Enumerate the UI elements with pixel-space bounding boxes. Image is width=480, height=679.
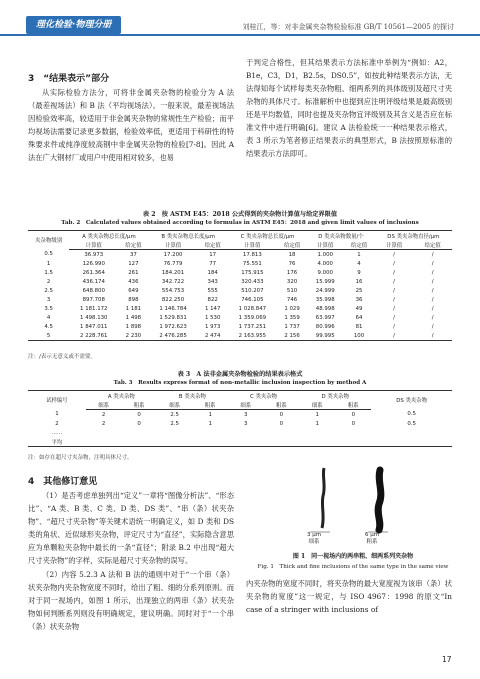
table-cell <box>335 437 371 447</box>
table-cell <box>371 437 452 447</box>
section-4-paragraph-2: （2）内容 5.2.3 A 法和 B 法的通则中对于“一个串（条）状夹杂物内夹杂物宽度不同时，给出了粗、细的分系列原则。而对于同一视场内，如图 1 所示，出现独立的两串（条）状夹杂物如何判断系列则没有明确规定，建议明确。同时对于“一个串（条）状夹杂物 <box>28 570 234 631</box>
table-cell: 184 <box>207 269 218 276</box>
table-cell <box>371 428 452 437</box>
table-cell: 2 474 <box>198 331 228 341</box>
table-cell: 18 <box>288 251 296 258</box>
table-cell: 1 972.623 <box>159 323 187 330</box>
table-cell: 1.000 <box>317 251 333 258</box>
table-2-caption-cn: 表 2 按 ASTM E45：2018 公式得到的夹杂物计算值与给定界限值 <box>142 211 338 218</box>
table-cell: 100 <box>343 331 374 341</box>
table-2-body <box>28 250 452 341</box>
table-cell <box>228 437 264 447</box>
table-cell: 343 <box>207 278 218 285</box>
table-cell: 555 <box>207 287 218 294</box>
table-3-body <box>28 410 452 447</box>
table-cell: 3.5 <box>44 305 53 312</box>
table-3-subheader: 细系 <box>86 400 122 410</box>
table-cell: 320 <box>286 278 298 285</box>
table-3-subheader: 粗系 <box>192 400 228 410</box>
table-cell: 1 498 <box>125 314 142 321</box>
table-cell: 0 <box>137 411 141 418</box>
table-cell: 76 <box>288 260 296 267</box>
table-cell: 0 <box>351 420 356 427</box>
figure-1-caption-en: Fig. 1 Thick and fine inclusions of the same type in the same view <box>257 564 449 570</box>
table-2-subheader: 计算值 <box>149 240 198 250</box>
table-row <box>28 322 452 331</box>
table-cell: 898 <box>128 296 139 303</box>
table-3-subheader: 粗系 <box>121 400 157 410</box>
table-cell: 24.999 <box>315 287 335 294</box>
table-2-subheader: 计算值 <box>375 240 414 250</box>
table-cell: 2 <box>101 420 106 427</box>
table-cell: / <box>431 287 434 294</box>
table-cell: 1 <box>55 411 59 418</box>
table-cell: 3 <box>244 411 248 418</box>
table-2-subheader: 计算值 <box>228 240 277 250</box>
table-cell <box>228 428 264 437</box>
table-cell: 1 359 <box>284 314 300 321</box>
table-row <box>28 419 452 428</box>
table-cell: …… <box>51 429 63 436</box>
table-cell: 1 <box>208 411 212 418</box>
header-rule <box>0 34 480 36</box>
table-cell: 4.5 <box>44 323 53 330</box>
table-cell: 2 <box>46 278 51 285</box>
right-column-paragraph: 于判定合格性，但其结果表示方法标准中举例为“例如：A2，B1e，C3，D1，B2.5s，DS0.5”，如按此种结果表示方法，无法得知每个试样每类夹杂物粗、细两系列的具体级别及超尺寸夹杂物的具体尺寸。标准解析中也提到应注明评级结果是最高级别还是平均数值，同时也提及夹杂物宜评级别及其含义是否应在标准文件中进行明确[6]。建议 A 法检验统一一种结果表示格式，表 3 所示为笔者修正结果表示的典型形式，B 法按照原标准的结果表示方法即可。 <box>246 58 452 158</box>
table-3-subheader: 细系 <box>228 400 264 410</box>
table-cell: 99.995 <box>307 331 343 341</box>
table-cell: 1.5 <box>44 269 53 276</box>
table-cell: / <box>431 305 434 312</box>
table-2-subheader: 给定值 <box>343 240 374 250</box>
page-header <box>0 0 480 46</box>
table-cell: / <box>393 251 395 258</box>
table-2-header-d: D 类夹杂物数量/个 <box>307 231 375 241</box>
table-cell: 0 <box>351 411 356 418</box>
table-cell: 17.813 <box>242 251 262 258</box>
table-cell: 1 359.069 <box>238 314 267 321</box>
table-2 <box>28 230 452 341</box>
table-3-note: 注：如存在超尺寸夹杂物，注明具体尺寸。 <box>28 455 133 461</box>
table-cell: 2 228.761 <box>69 331 118 341</box>
table-cell: 1 898 <box>125 323 142 330</box>
table-cell: 1 <box>315 420 319 427</box>
table-cell: 17 <box>209 251 217 258</box>
table-cell: 436.174 <box>82 278 105 285</box>
table-cell <box>86 428 122 437</box>
table-cell: / <box>431 251 434 258</box>
table-cell: 3 <box>46 296 51 303</box>
table-cell: 1 181 <box>125 305 142 312</box>
table-cell: 649 <box>128 287 139 294</box>
table-cell: / <box>431 269 434 276</box>
table-cell <box>264 428 300 437</box>
table-cell: 77 <box>209 260 217 267</box>
table-cell: 1 <box>315 411 319 418</box>
table-2-subheader: 给定值 <box>413 240 452 250</box>
table-cell: 1 181.172 <box>80 305 108 312</box>
section-4-heading: 4 其他修订意见 <box>28 477 98 487</box>
table-2-caption-en: Tab. 2 Calculated values obtained according to formulas in ASTM E45：2018 and given limit values of inclusions <box>61 220 419 226</box>
section-3-heading: 3 “结果表示”部分 <box>28 74 110 84</box>
table-3-header-c: C 类夹杂物 <box>228 391 299 401</box>
table-3-header-a: A 类夹杂物 <box>86 391 157 401</box>
table-cell: 36 <box>355 296 363 303</box>
table-row <box>28 250 452 260</box>
table-cell <box>157 437 193 447</box>
inclusion-micrograph <box>252 466 452 546</box>
table-cell: 81 <box>355 323 363 330</box>
table-2-header-a: A 类夹杂物总长度/μm <box>69 231 148 241</box>
table-cell: 554.753 <box>161 287 185 294</box>
table-cell: 2.5 <box>44 287 53 294</box>
table-cell: 897.708 <box>82 296 105 303</box>
table-cell <box>86 437 122 447</box>
table-cell: / <box>393 296 395 303</box>
table-cell: / <box>393 260 395 267</box>
table-cell: / <box>393 314 395 321</box>
section-4-paragraph-1: （1）是否考虑单独列出“定义”一章将“图像分析法”、“形态比”、“A 类、B 类、C 类、D 类、DS 类”、“串（条）状夹杂物”、“超尺寸夹杂物”等关键术语统一明确定义，如 D 类和 DS 类的角状、近似球形夹杂物，评定尺寸为“直径”，实际隐含意思应为单颗粒夹杂物中最长的一条“直径”；附录 B.2 中出现“超大尺寸夹杂物”的字样，实际是超尺寸夹杂物的误写。 <box>28 491 234 565</box>
figure-1-caption-cn: 图 1 同一视场内的两串粗、细两系列夹杂物 <box>292 553 414 560</box>
table-cell: 4 <box>357 260 361 267</box>
table-cell: 9.000 <box>317 269 333 276</box>
table-cell: / <box>393 278 395 285</box>
table-cell: 1 029 <box>284 305 300 312</box>
table-row <box>28 259 452 268</box>
table-2-subheader: 给定值 <box>198 240 228 250</box>
journal-logo: 理化检验·物理分册 <box>26 16 121 34</box>
table-cell: 261 <box>128 269 139 276</box>
table-cell: 36.973 <box>84 251 104 258</box>
table-row <box>28 277 452 286</box>
table-cell: 0.5 <box>407 420 416 427</box>
table-cell: 76.779 <box>163 260 183 267</box>
table-2-subheader: 计算值 <box>69 240 118 250</box>
table-row <box>28 286 452 295</box>
table-cell <box>121 428 157 437</box>
table-cell: 5 <box>28 331 69 341</box>
table-cell: 49 <box>355 305 363 312</box>
table-3-subheader: 粗系 <box>264 400 300 410</box>
table-cell: / <box>413 331 452 341</box>
table-cell: 1 028.847 <box>238 305 267 312</box>
table-3 <box>28 390 452 447</box>
table-2-header-c: C 类夹杂物总长度/μm <box>228 231 307 241</box>
table-cell: 63.997 <box>315 314 335 321</box>
table-cell: 1 146.784 <box>159 305 187 312</box>
table-cell: 75.551 <box>242 260 262 267</box>
table-cell: 510 <box>286 287 298 294</box>
table-cell: / <box>393 287 395 294</box>
table-3-subheader: 细系 <box>157 400 193 410</box>
table-3-subheader: 细系 <box>299 400 335 410</box>
table-3-header-ds: DS 类夹杂物 <box>371 391 452 410</box>
table-cell: 35.998 <box>315 296 335 303</box>
table-cell: 1 <box>357 251 361 258</box>
table-cell: 2 156 <box>277 331 307 341</box>
table-cell: 342.722 <box>161 278 185 285</box>
figure-1-label-right <box>365 532 379 546</box>
table-cell: 1 147 <box>204 305 221 312</box>
table-cell: 822 <box>207 296 218 303</box>
table-cell: 184.201 <box>161 269 185 276</box>
table-3-header-sample: 试样编号 <box>28 391 86 410</box>
table-cell <box>335 428 371 437</box>
table-cell: / <box>431 314 434 321</box>
table-cell <box>157 428 193 437</box>
table-cell: 2.5 <box>170 411 179 418</box>
table-cell <box>192 437 228 447</box>
figure-1 <box>252 466 452 546</box>
thick-series-label: 粗系 <box>366 539 378 545</box>
table-cell: 2 230 <box>118 331 148 341</box>
table-cell: 3 <box>244 420 248 427</box>
section-3-paragraph: 从实际检验方法分，可将非金属夹杂物的检验分为 A 法（最差视场法）和 B 法（平均视场法）。一般来说，最差视场法因检验效率高，较适用于非金属夹杂物的常规性生产检验；而平均视场法需要记录更多数据，检验效率低，更适用于科研性的特殊要求件或纯净度较高钢中非金属夹杂物的检验[7-8]。因此 A 法在广大钢材厂或用户中使用相对较多，也易 <box>28 88 234 162</box>
table-cell: 15.999 <box>315 278 335 285</box>
table-cell: 9 <box>357 269 361 276</box>
table-cell: 1 737 <box>284 323 300 330</box>
table-cell: 1 529.831 <box>159 314 187 321</box>
table-cell: 2 163.955 <box>228 331 277 341</box>
table-cell: 126.990 <box>82 260 105 267</box>
table-cell: 320.433 <box>241 278 264 285</box>
table-cell: / <box>393 323 395 330</box>
thick-inclusion-stringer <box>378 470 381 530</box>
table-2-header-level: 夹杂物级别 <box>28 231 69 250</box>
page-number: 17 <box>442 655 452 664</box>
table-cell: 1 <box>46 260 51 267</box>
table-cell: 25 <box>355 287 363 294</box>
table-cell: / <box>393 305 395 312</box>
table-cell: 176 <box>286 269 298 276</box>
table-3-header-d: D 类夹杂物 <box>299 391 371 401</box>
table-2-note: 注：/表示无意义或不需要。 <box>28 354 96 360</box>
table-3-header-b: B 类夹杂物 <box>157 391 228 401</box>
table-cell: 127 <box>128 260 139 267</box>
table-cell: / <box>431 278 434 285</box>
table-cell: 510.207 <box>241 287 264 294</box>
table-cell: 1 737.251 <box>238 323 267 330</box>
table-cell: 平均 <box>28 437 86 447</box>
table-cell: / <box>431 260 434 267</box>
table-row <box>28 313 452 322</box>
table-cell: 261.364 <box>82 269 105 276</box>
table-row <box>28 428 452 437</box>
table-row <box>28 331 452 341</box>
table-cell: 1 <box>208 420 212 427</box>
table-2-subheader: 给定值 <box>277 240 307 250</box>
table-cell: 48.998 <box>315 305 335 312</box>
table-2-header-ds: DS 类夹杂物直径/μm <box>375 231 452 241</box>
table-cell: / <box>375 331 414 341</box>
running-title: 刘桂江，等：对非金属夹杂物检验标准 GB/T 10561—2005 的探讨 <box>242 23 454 31</box>
table-cell: 17.200 <box>163 251 183 258</box>
fine-inclusion-stringer <box>322 468 324 528</box>
table-cell: 746 <box>286 296 298 303</box>
table-cell: 0 <box>279 411 284 418</box>
table-cell <box>192 428 228 437</box>
table-row <box>28 295 452 304</box>
table-3-caption-cn: 表 3 A 法非金属夹杂物检验的结果表示格式 <box>177 371 303 378</box>
table-cell: 822.250 <box>161 296 185 303</box>
table-3-subheader: 粗系 <box>335 400 371 410</box>
table-cell: 648.800 <box>82 287 105 294</box>
table-row <box>28 410 452 420</box>
table-cell: 2.5 <box>170 420 179 427</box>
table-row <box>28 304 452 313</box>
table-cell: 80.996 <box>315 323 335 330</box>
table-cell: 0.5 <box>44 251 53 258</box>
table-3-caption-en: Tab. 3 Results express format of non-metallic inclusion inspection by method A <box>113 380 367 386</box>
table-cell: / <box>431 296 434 303</box>
table-cell: 0.5 <box>407 411 416 418</box>
table-cell: 37 <box>129 251 137 258</box>
table-2-subheader: 给定值 <box>118 240 148 250</box>
table-cell: 746.105 <box>241 296 264 303</box>
table-cell: / <box>431 323 434 330</box>
table-2-subheader: 计算值 <box>307 240 343 250</box>
table-cell: / <box>393 269 395 276</box>
thick-width-label: 6 μm <box>365 532 380 538</box>
fine-width-label: 3 μm <box>307 532 322 538</box>
table-cell: 2 476.285 <box>149 331 198 341</box>
table-cell: 4 <box>46 314 51 321</box>
table-cell: 16 <box>355 278 363 285</box>
table-cell <box>299 437 335 447</box>
table-cell: 4.000 <box>317 260 333 267</box>
table-cell: 436 <box>128 278 139 285</box>
table-cell: 0 <box>137 420 141 427</box>
table-row <box>28 268 452 277</box>
table-cell: 1 847.011 <box>80 323 108 330</box>
figure-1-label-left <box>307 532 321 546</box>
table-2-header-b: B 类夹杂物总长度/μm <box>149 231 228 241</box>
table-cell: 2 <box>55 420 59 427</box>
table-cell: 2 <box>101 411 106 418</box>
right-column-paragraph-bottom: 内夹杂物的宽度不同时，将夹杂物的最大宽度视为该串（条）状夹杂物的宽度”这一规定，与 ISO 4967：1998 的原文“In case of a stringer with inclusions of <box>246 579 452 614</box>
table-cell: 64 <box>355 314 363 321</box>
table-cell: 1 498.130 <box>80 314 108 321</box>
table-cell: 175.915 <box>241 269 264 276</box>
fine-series-label: 细系 <box>308 539 320 545</box>
table-cell <box>299 428 335 437</box>
table-cell: 1 530 <box>204 314 221 321</box>
table-cell: 1 973 <box>204 323 221 330</box>
table-cell <box>264 437 300 447</box>
table-cell <box>121 437 157 447</box>
table-cell: 0 <box>279 420 284 427</box>
table-row <box>28 437 452 447</box>
